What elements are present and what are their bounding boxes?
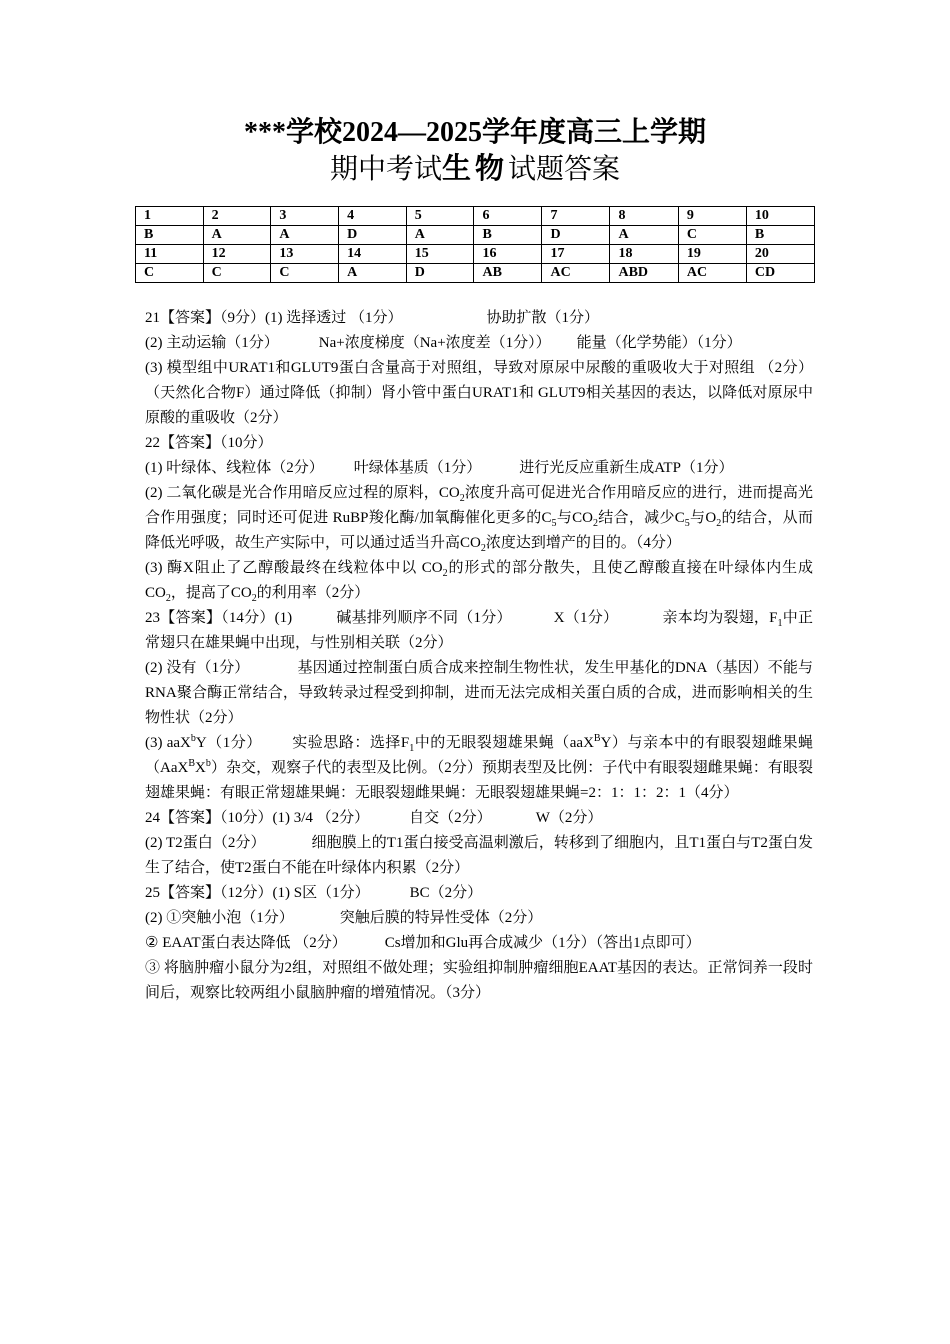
- q23-part2: [145, 656, 813, 731]
- q21-p2b: Na+浓度梯度（Na+浓度差（1分））: [318, 335, 551, 351]
- q22-p2-5: 与O: [689, 510, 717, 526]
- q22-part2: [145, 481, 813, 556]
- q25-head: 25【答案】（12分）(1) S区（1分）: [145, 885, 370, 901]
- q23-h-b: 碱基排列顺序不同（1分）: [336, 610, 512, 626]
- q22-part1: [145, 456, 813, 481]
- answer-table-cell: B: [746, 226, 814, 245]
- q25-part3: [145, 931, 813, 956]
- answer-table-cell: 12: [203, 245, 271, 264]
- q24-part1: [145, 806, 813, 831]
- sub: 2: [716, 518, 722, 529]
- sub: 2: [459, 493, 465, 504]
- answer-table-cell: AC: [678, 264, 746, 283]
- q25-p3a: ② EAAT蛋白表达降低 （2分）: [145, 935, 347, 951]
- sup: B: [593, 733, 601, 744]
- answer-table-row: [136, 245, 815, 264]
- answer-table-cell: 13: [271, 245, 339, 264]
- answer-table-cell: 14: [339, 245, 407, 264]
- answer-table-cell: 9: [678, 207, 746, 226]
- q25-part4: ③ 将脑肿瘤小鼠分为2组，对照组不做处理；实验组抑制肿瘤细胞EAAT基因的表达。正常饲养一段时间后，观察比较两组小鼠脑肿瘤的增殖情况。（3分）: [145, 960, 813, 1001]
- answer-table-cell: 20: [746, 245, 814, 264]
- sub: 2: [165, 593, 171, 604]
- q22-p2-1: (2) 二氧化碳是光合作用暗反应过程的原料，CO: [145, 485, 460, 501]
- answer-table-cell: 17: [542, 245, 610, 264]
- q21-head: 21【答案】（9分）(1) 选择透过 （1分）: [145, 310, 403, 326]
- q21-head-b: 协助扩散（1分）: [486, 310, 600, 326]
- answer-table-cell: 19: [678, 245, 746, 264]
- q22-p1c: 进行光反应重新生成ATP（1分）: [519, 460, 734, 476]
- q25-p2a: (2) ①突触小泡（1分）: [145, 910, 294, 926]
- sup: B: [188, 758, 196, 769]
- q24-h-b: 自交（2分）: [409, 810, 492, 826]
- q23-p3-5: Y）与亲本中的有眼裂翅雌果蝇（AaX: [145, 735, 814, 776]
- answer-table-cell: AB: [474, 264, 542, 283]
- answer-table-cell: 4: [339, 207, 407, 226]
- answer-table-cell: 1: [136, 207, 204, 226]
- subject-name: 生物: [441, 153, 508, 185]
- q23-p2a: (2) 没有（1分）: [145, 660, 250, 676]
- q23-h-c: X（1分）: [553, 610, 619, 626]
- q24-part2: [145, 831, 813, 881]
- answer-table-cell: 10: [746, 207, 814, 226]
- q25-part1: [145, 881, 813, 906]
- q22-p2-3: 与CO: [556, 510, 593, 526]
- answer-table-cell: 15: [406, 245, 474, 264]
- answer-table-cell: C: [271, 264, 339, 283]
- q23-part1: [145, 606, 813, 656]
- q22-p2-2: 浓度升高可促进光合作用暗反应的进行，进而提高光合作用强度；同时还可促进 RuBP羧化酶/加氧酶催化更多的C: [145, 485, 813, 526]
- q22-p3-3: ，提高了CO: [170, 585, 252, 601]
- sub: 1: [777, 618, 783, 629]
- answer-table-row: [136, 264, 815, 283]
- q22-p1b: 叶绿体基质（1分）: [353, 460, 482, 476]
- q21-line1: [145, 306, 813, 331]
- sub: 2: [592, 518, 598, 529]
- q21-p2c: 能量（化学势能）（1分）: [576, 335, 742, 351]
- q23-p3-7: ）杂交，观察子代的表型及比例。（2分）预期表型及比例：子代中有眼裂翅雌果蝇：有眼裂翅雄果蝇：有眼正常翅雄果蝇：无眼裂翅雌果蝇：无眼裂翅雄果蝇=2：1：1：2：1（4分）: [145, 760, 813, 801]
- q24-p2a: (2) T2蛋白（2分）: [145, 835, 266, 851]
- q24-h-c: W（2分）: [535, 810, 603, 826]
- sub: 1: [409, 743, 415, 754]
- q21-part2: [145, 331, 813, 356]
- q22-head: 22【答案】（10分）: [145, 435, 273, 451]
- answer-table-row: [136, 226, 815, 245]
- answer-table-cell: 3: [271, 207, 339, 226]
- q23-p3-1: (3) aaX: [145, 735, 191, 751]
- q23-h-e: 中正常翅只在雄果蝇中出现，与性别相关联（2分）: [145, 610, 813, 651]
- answer-table-cell: 6: [474, 207, 542, 226]
- q23-p3-2: Y（1分）: [195, 735, 262, 751]
- answer-table-cell: 5: [406, 207, 474, 226]
- answer-table-cell: 18: [610, 245, 678, 264]
- q21-part3: (3) 模型组中URAT1和GLUT9蛋白含量高于对照组，导致对原尿中尿酸的重吸收大于对照组 （2分） （天然化合物F）通过降低（抑制）肾小管中蛋白URAT1和 GLUT9相关基因的表达，以降低对原尿中原酸的重吸收（2分）: [145, 360, 813, 426]
- q22-p3-2: 的形式的部分散失，且使乙醇酸直接在叶绿体内生成CO: [145, 560, 813, 601]
- page-title: ***学校2024—2025学年度高三上学期: [243, 117, 706, 148]
- answer-table-cell: 11: [136, 245, 204, 264]
- q23-head: 23【答案】（14分）(1): [145, 610, 293, 626]
- answer-table-cell: B: [474, 226, 542, 245]
- page-subtitle: [0, 152, 950, 187]
- answer-table-cell: A: [339, 264, 407, 283]
- answer-table-cell: 7: [542, 207, 610, 226]
- q25-p3b: Cs增加和Glu再合成减少（1分）（答出1点即可）: [384, 935, 701, 951]
- answer-table-cell: A: [203, 226, 271, 245]
- q23-part3: [145, 731, 813, 806]
- answer-table-cell: CD: [746, 264, 814, 283]
- answer-table-row: [136, 207, 815, 226]
- q23-h-d: 亲本均为裂翅，F: [662, 610, 778, 626]
- q25-p2b: 突触后膜的特异性受体（2分）: [339, 910, 543, 926]
- subtitle-pre: 期中考试: [329, 154, 442, 185]
- q22-part3: [145, 556, 813, 606]
- answer-table-cell: A: [406, 226, 474, 245]
- answer-table-cell: 2: [203, 207, 271, 226]
- sub: 5: [684, 518, 690, 529]
- answer-table: [135, 206, 815, 283]
- subtitle-post: 试题答案: [508, 154, 621, 185]
- q22-p1a: (1) 叶绿体、线粒体（2分）: [145, 460, 324, 476]
- sub: 2: [251, 593, 257, 604]
- answer-table-cell: D: [406, 264, 474, 283]
- q24-head: 24【答案】（10分）(1) 3/4 （2分）: [145, 810, 370, 826]
- q22-p3-1: (3) 酶X阻止了乙醇酸最终在线粒体中以 CO: [145, 560, 443, 576]
- q25-h-b: BC（2分）: [409, 885, 483, 901]
- answer-table-cell: C: [678, 226, 746, 245]
- answer-table-cell: 8: [610, 207, 678, 226]
- q23-p3-4: 中的无眼裂翅雄果蝇（aaX: [414, 735, 594, 751]
- q22-p2-6: 的结合，从而降低光呼吸，故生产实际中，可以通过适当升高CO: [145, 510, 813, 551]
- answer-text: [145, 306, 813, 1006]
- q22-p3-4: 的利用率（2分）: [256, 585, 370, 601]
- answer-table-cell: 16: [474, 245, 542, 264]
- q24-p2b: 细胞膜上的T1蛋白接受高温刺激后，转移到了细胞内，且T1蛋白与T2蛋白发生了结合，使T2蛋白不能在叶绿体内积累（2分）: [145, 835, 813, 876]
- q22-p2-4: 结合，减少C: [597, 510, 685, 526]
- sup: b: [190, 733, 196, 744]
- answer-table-cell: B: [136, 226, 204, 245]
- answer-table-cell: C: [203, 264, 271, 283]
- q22-p2-7: 浓度达到增产的目的。（4分）: [485, 535, 681, 551]
- q21-p2a: (2) 主动运输（1分）: [145, 335, 279, 351]
- q23-p3-3: 实验思路：选择F: [291, 735, 410, 751]
- answer-table-cell: C: [136, 264, 204, 283]
- answer-table-cell: D: [542, 226, 610, 245]
- sub: 2: [442, 568, 448, 579]
- answer-table-cell: A: [271, 226, 339, 245]
- q25-part2: [145, 906, 813, 931]
- q23-p3-6: X: [195, 760, 206, 776]
- sub: 2: [480, 543, 486, 554]
- q23-p2b: 基因通过控制蛋白质合成来控制生物性状，发生甲基化的DNA（基因）不能与RNA聚合酶正常结合，导致转录过程受到抑制，进而无法完成相关蛋白质的合成，进而影响相关的生物性状（2分）: [145, 660, 813, 726]
- answer-table-cell: ABD: [610, 264, 678, 283]
- sub: 5: [551, 518, 557, 529]
- sup: b: [205, 758, 211, 769]
- answer-table-cell: D: [339, 226, 407, 245]
- answer-table-cell: AC: [542, 264, 610, 283]
- answer-table-cell: A: [610, 226, 678, 245]
